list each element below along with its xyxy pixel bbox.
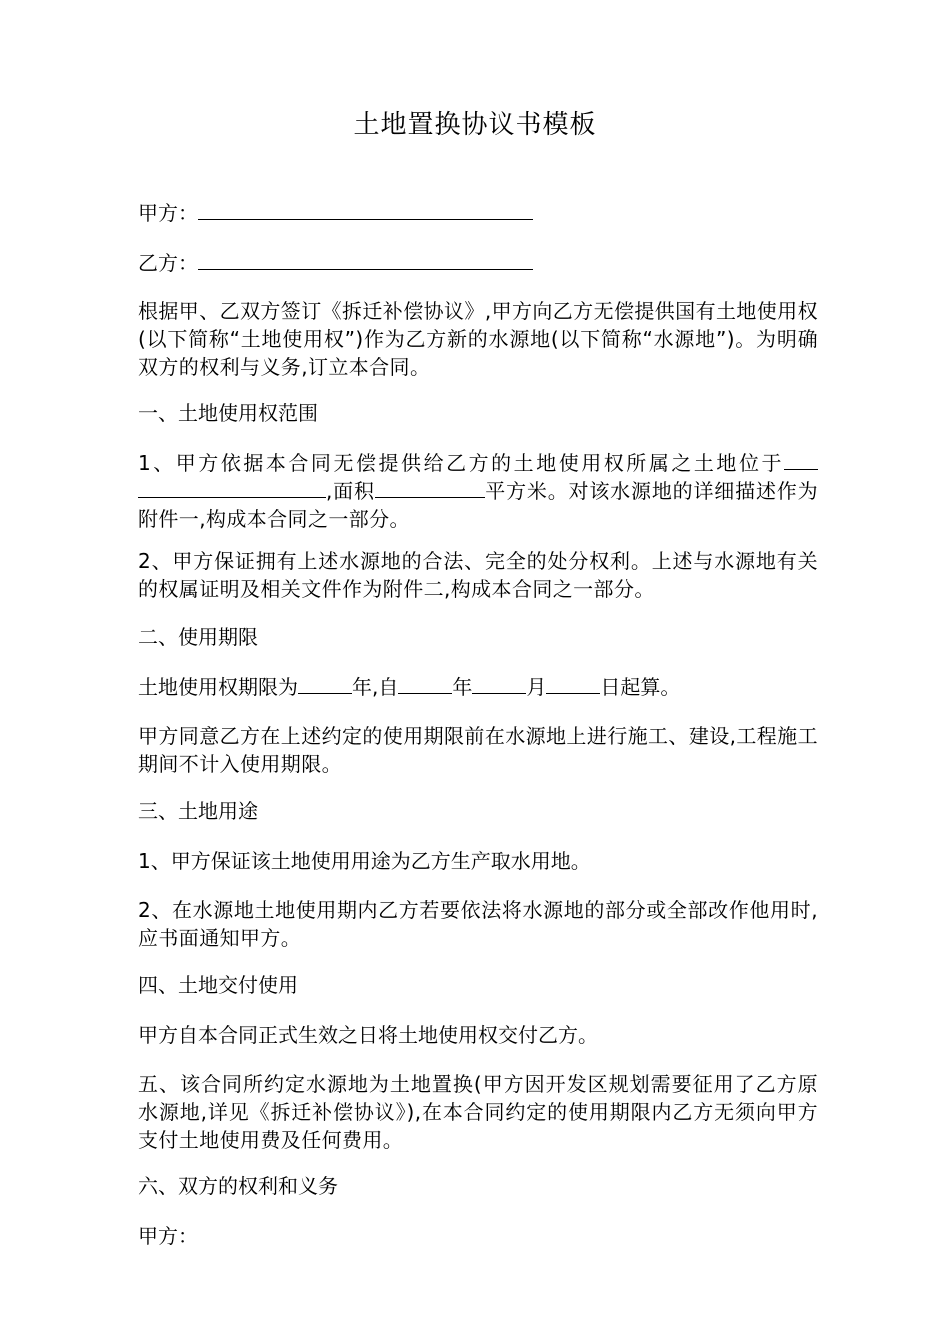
- location-blank-continued: [138, 477, 326, 498]
- section-3-clause-1: 1、甲方保证该土地使用用途为乙方生产取水用地。: [138, 849, 591, 873]
- party-b-line: [138, 249, 818, 277]
- clause-1-text-a: 1、甲方依据本合同无偿提供给乙方的土地使用权所属之土地位于: [138, 451, 784, 475]
- term-text-c: 年: [452, 675, 473, 699]
- section-5-paragraph: 五、该合同所约定水源地为土地置换(甲方因开发区规划需要征用了乙方原水源地,详见《拆迁补偿协议》),在本合同约定的使用期限内乙方无须向甲方支付土地使用费及任何费用。: [138, 1072, 818, 1152]
- section-3-heading: 三、土地用途: [138, 799, 258, 823]
- intro-paragraph: 根据甲、乙双方签订《拆迁补偿协议》,甲方向乙方无偿提供国有土地使用权(以下简称“土地使用权”)作为乙方新的水源地(以下简称“水源地”)。为明确双方的权利与义务,订立本合同。: [138, 299, 818, 379]
- section-6-party-a: 甲方：: [138, 1224, 198, 1248]
- section-1-heading: 一、土地使用权范围: [138, 401, 318, 425]
- party-a-blank: [198, 199, 533, 220]
- term-line: [138, 673, 818, 701]
- section-1-clause-2: 2、甲方保证拥有上述水源地的合法、完全的处分权利。上述与水源地有关的权属证明及相关文件作为附件二,构成本合同之一部分。: [138, 549, 818, 601]
- section-3-clause-2: 2、在水源地土地使用期内乙方若要依法将水源地的部分或全部改作他用时,应书面通知甲方。: [138, 898, 818, 950]
- term-text-e: 日起算。: [600, 675, 681, 699]
- section-2-heading: 二、使用期限: [138, 625, 258, 649]
- start-year-blank: [398, 673, 452, 694]
- party-a-label: 甲方：: [138, 201, 198, 225]
- term-text-a: 土地使用权期限为: [138, 675, 298, 699]
- party-b-blank: [198, 249, 533, 270]
- term-text-d: 月: [526, 675, 547, 699]
- section-6-heading: 六、双方的权利和义务: [138, 1174, 338, 1198]
- term-years-blank: [298, 673, 352, 694]
- section-1-clause-1: [138, 449, 818, 533]
- clause-1-text-c: 平方米。对该水源地的详细描述作为附件一,构成本合同之一部分。: [138, 479, 818, 531]
- start-day-blank: [546, 673, 600, 694]
- area-blank: [375, 477, 485, 498]
- party-a-line: [138, 199, 818, 227]
- section-2-paragraph: 甲方同意乙方在上述约定的使用期限前在水源地上进行施工、建设,工程施工期间不计入使用期限。: [138, 724, 818, 776]
- location-blank: [784, 449, 818, 470]
- start-month-blank: [472, 673, 526, 694]
- term-text-b: 年,自: [352, 675, 399, 699]
- party-b-label: 乙方：: [138, 251, 198, 275]
- clause-1-text-b: ,面积: [326, 479, 375, 503]
- section-4-paragraph: 甲方自本合同正式生效之日将土地使用权交付乙方。: [138, 1023, 598, 1047]
- section-4-heading: 四、土地交付使用: [138, 973, 298, 997]
- document-title: 土地置换协议书模板: [353, 110, 597, 140]
